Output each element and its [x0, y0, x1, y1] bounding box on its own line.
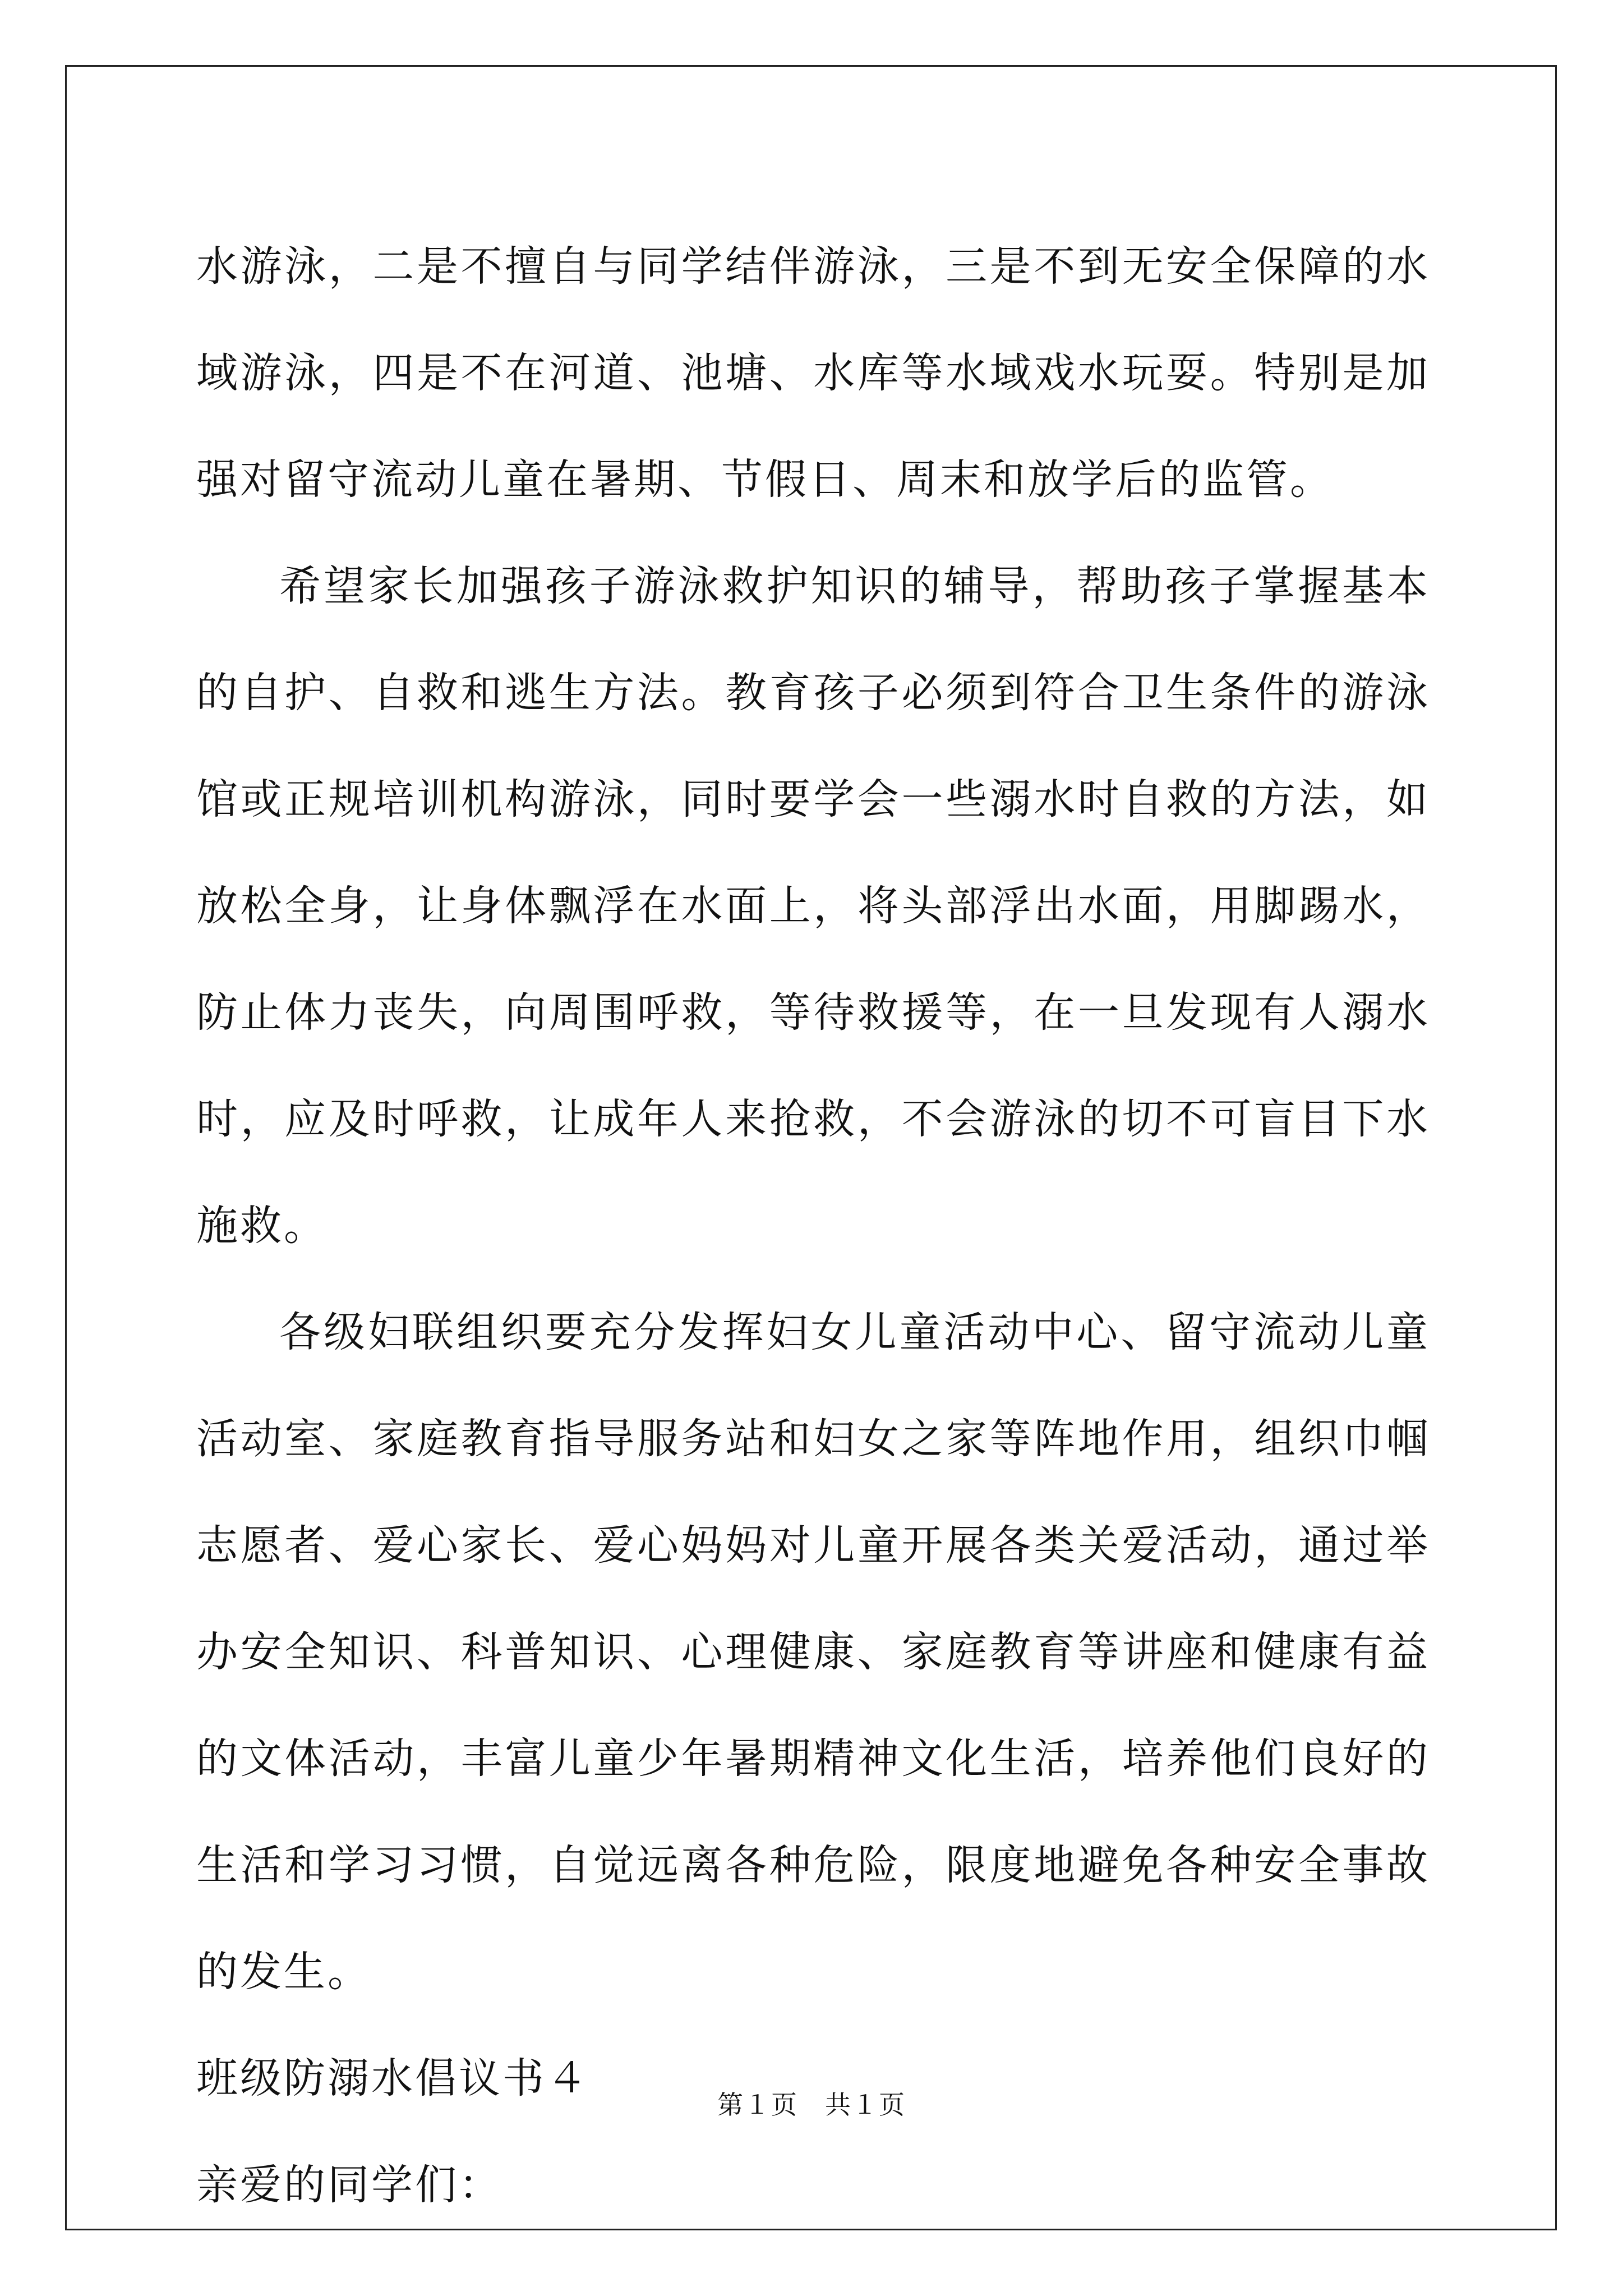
- page-number-total: 共１页: [825, 2090, 906, 2120]
- document-body: [196, 213, 1430, 2238]
- paragraph-womens-federation: 各级妇联组织要充分发挥妇女儿童活动中心、留守流动儿童活动室、家庭教育指导服务站和妇女之家等阵地作用，组织巾帼志愿者、爱心家长、爱心妈妈对儿童开展各类关爱活动，通过举办安全知识、科普知识、心理健康、家庭教育等讲座和健康有益的文体活动，丰富儿童少年暑期精神文化生活，培养他们良好的生活和学习习惯，自觉远离各种危险，限度地避免各种安全事故的发生。: [196, 1308, 1430, 1996]
- paragraph-parents-advice: 希望家长加强孩子游泳救护知识的辅导，帮助孩子掌握基本的自护、自救和逃生方法。教育孩子必须到符合卫生条件的游泳馆或正规培训机构游泳，同时要学会一些溺水时自救的方法，如放松全身，让身体飘浮在水面上，将头部浮出水面，用脚踢水，防止体力丧失，向周围呼救，等待救援等，在一旦发现有人溺水时，应及时呼救，让成年人来抢救，不会游泳的切不可盲目下水施救。: [196, 562, 1430, 1250]
- page-footer: [0, 2088, 1623, 2122]
- salutation: 亲爱的同学们：: [196, 2161, 502, 2209]
- section-title: 班级防溺水倡议书４: [196, 2054, 590, 2102]
- paragraph-continuation: 水游泳，二是不擅自与同学结伴游泳，三是不到无安全保障的水域游泳，四是不在河道、池塘、水库等水域戏水玩耍。特别是加强对留守流动儿童在暑期、节假日、周末和放学后的监管。: [196, 242, 1430, 504]
- page-number-current: 第１页: [717, 2090, 798, 2120]
